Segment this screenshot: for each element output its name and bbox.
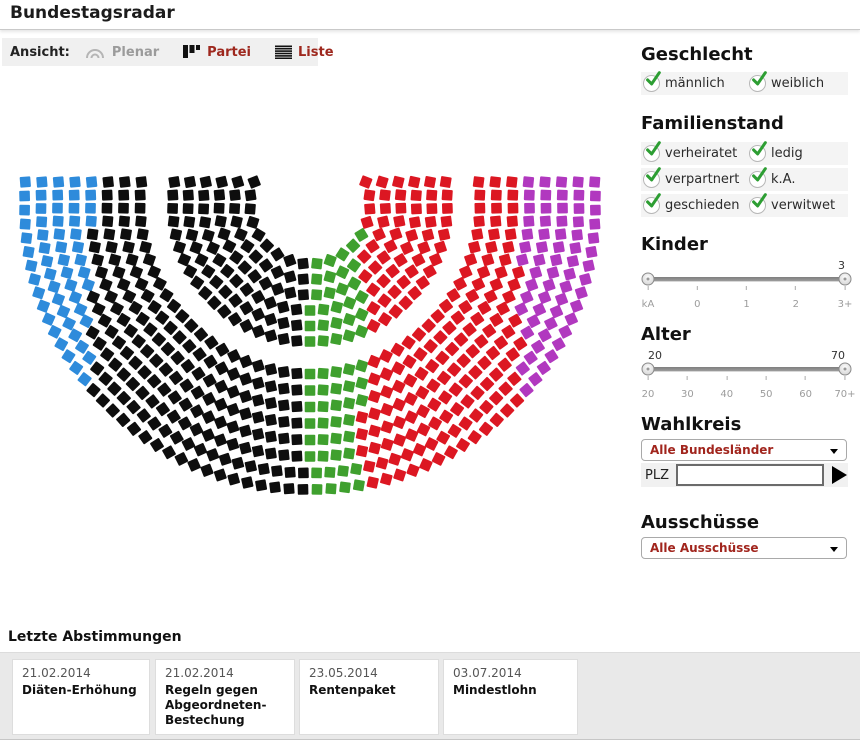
view-plenar-button[interactable] — [84, 45, 159, 60]
checkbox-label: verwitwet — [771, 198, 836, 213]
view-partei-label: Partei — [207, 44, 251, 60]
kinder-handle-left[interactable] — [642, 273, 655, 286]
list-lines-icon — [275, 45, 292, 59]
view-toolbar-label: Ansicht: — [10, 44, 70, 60]
tick-label: 40 — [720, 389, 734, 400]
checkbox-weiblich[interactable] — [749, 75, 766, 92]
vote-date: 23.05.2014 — [309, 666, 378, 680]
kinder-value-right: 3 — [838, 259, 845, 272]
view-liste-button[interactable] — [275, 45, 334, 60]
alter-slider — [641, 349, 856, 400]
votes-strip — [0, 652, 860, 740]
checkbox-label: verpartnert — [665, 172, 740, 187]
view-partei-button[interactable] — [183, 45, 251, 60]
filter-row — [641, 72, 848, 95]
alter-value-left: 20 — [648, 349, 662, 362]
kinder-slider — [641, 259, 853, 310]
tick-label: 50 — [759, 389, 773, 400]
filter-row — [641, 168, 848, 191]
alter-handle-right[interactable] — [839, 363, 852, 376]
wahlkreis-heading: Wahlkreis — [641, 414, 742, 435]
votes-heading: Letzte Abstimmungen — [8, 629, 182, 645]
kinder-heading: Kinder — [641, 234, 708, 255]
tick-label: kA — [641, 299, 655, 310]
checkbox-label: männlich — [665, 76, 725, 91]
vote-card[interactable] — [443, 659, 578, 735]
ausschuesse-heading: Ausschüsse — [641, 512, 760, 533]
plz-row — [641, 463, 848, 487]
vote-card[interactable] — [155, 659, 295, 735]
familienstand-heading: Familienstand — [641, 113, 784, 134]
ausschuesse-select[interactable] — [641, 537, 847, 559]
kinder-ticks — [641, 286, 853, 310]
vote-card[interactable] — [12, 659, 150, 735]
kinder-handle-right[interactable] — [839, 273, 852, 286]
checkbox-label: verheiratet — [665, 146, 738, 161]
alter-slider-track[interactable] — [648, 367, 845, 371]
checkbox-ledig[interactable] — [749, 145, 766, 162]
checkbox-label: k.A. — [771, 172, 796, 187]
tick-label: 2 — [792, 299, 799, 310]
parliament-chart[interactable] — [0, 170, 620, 500]
geschlecht-heading: Geschlecht — [641, 44, 753, 65]
checkbox-label: geschieden — [665, 198, 740, 213]
hemicycle-icon — [84, 45, 106, 60]
plz-label: PLZ — [645, 467, 669, 483]
tick-label: 60 — [799, 389, 812, 400]
tick-label: 3+ — [837, 299, 853, 310]
chevron-down-icon — [830, 547, 838, 556]
bundeslaender-select-value: Alle Bundesländer — [650, 443, 774, 457]
plz-input[interactable] — [676, 464, 824, 486]
view-toolbar — [2, 38, 334, 66]
tick-label: 20 — [641, 389, 655, 400]
vote-date: 21.02.2014 — [22, 666, 91, 680]
checkbox-ka[interactable] — [749, 171, 766, 188]
tick-label: 70+ — [834, 389, 856, 400]
checkbox-label: ledig — [771, 146, 803, 161]
tick-label: 30 — [681, 389, 694, 400]
page-title: Bundestagsradar — [10, 3, 175, 23]
tick-label: 1 — [743, 299, 750, 310]
checkbox-geschieden[interactable] — [643, 197, 660, 214]
ausschuesse-select-value: Alle Ausschüsse — [650, 541, 759, 555]
bundeslaender-select[interactable] — [641, 439, 847, 461]
view-plenar-label: Plenar — [111, 44, 160, 60]
vote-card[interactable] — [299, 659, 439, 735]
vote-date: 03.07.2014 — [453, 666, 522, 680]
checkbox-verwitwet[interactable] — [749, 197, 766, 214]
app-header — [0, 0, 860, 30]
alter-handle-left[interactable] — [642, 363, 655, 376]
kinder-slider-track[interactable] — [648, 277, 845, 281]
alter-ticks — [641, 376, 856, 400]
checkbox-label: weiblich — [771, 76, 825, 91]
alter-heading: Alter — [641, 324, 691, 345]
checkbox-verpartnert[interactable] — [643, 171, 660, 188]
filter-row — [641, 194, 848, 217]
vote-title: Mindestlohn — [453, 683, 537, 697]
bar-chart-icon — [183, 45, 201, 59]
checkbox-verheiratet[interactable] — [643, 145, 660, 162]
vote-title: Regeln gegen Abgeordneten-Bestechung — [165, 683, 267, 727]
tick-label: 0 — [694, 299, 701, 310]
view-liste-label: Liste — [298, 44, 334, 60]
chevron-down-icon — [830, 449, 838, 458]
vote-date: 21.02.2014 — [165, 666, 234, 680]
vote-title: Diäten-Erhöhung — [22, 683, 137, 697]
checkbox-maennlich[interactable] — [643, 75, 660, 92]
filter-row — [641, 142, 848, 165]
vote-title: Rentenpaket — [309, 683, 396, 697]
plz-submit-arrow-button[interactable] — [832, 466, 847, 484]
alter-value-right: 70 — [831, 349, 845, 362]
